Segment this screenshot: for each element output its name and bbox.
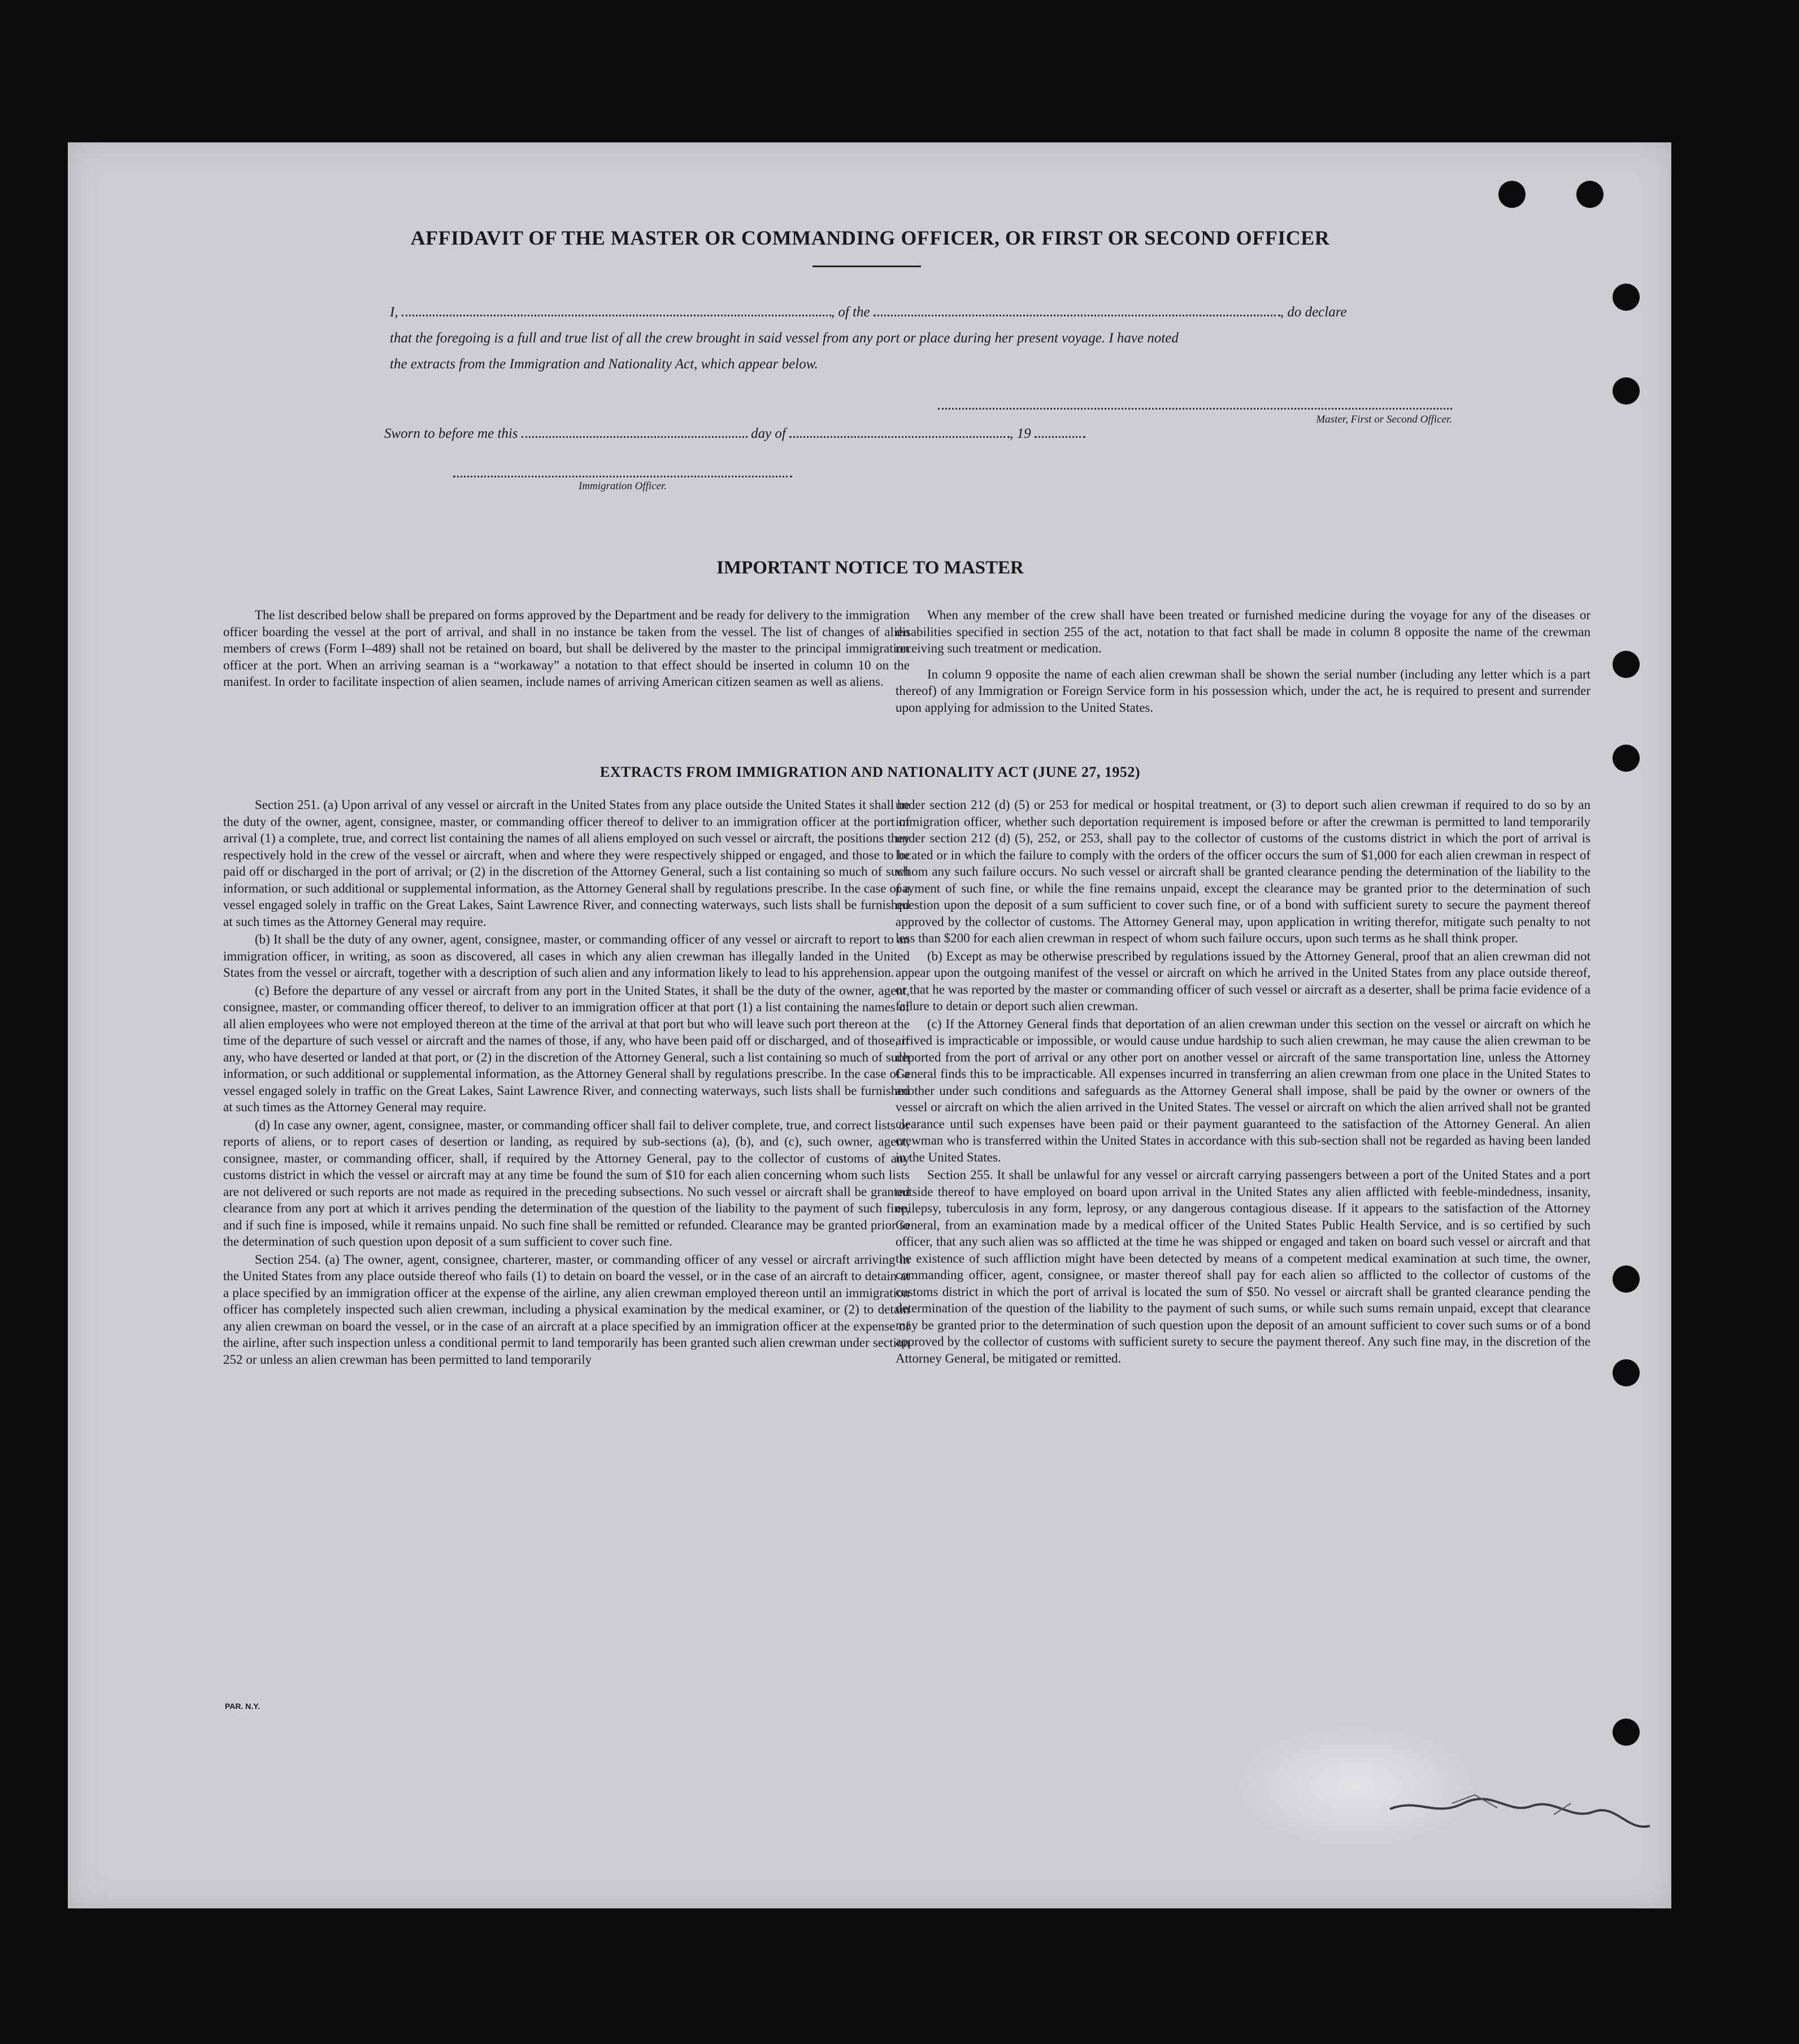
extract-paragraph: (b) It shall be the duty of any owner, agent, consignee, master, or commanding officer of any vessel or aircraft to report to an immigration officer, in writing, as soon as discovered, all cases in which any alien crewman has illegally landed in the United States from the vessel or aircraft, together with a description of such alien and any information likely to lead to his apprehension. [223,932,910,980]
notice-left-paragraph: The list described below shall be prepared on forms approved by the Department and be ready for delivery to the immigration officer boarding the vessel at the port of arrival, and shall in no instance be taken from the vessel. The list of changes of alien members of crews (Form I–489) shall not be retained on board, but shall be delivered by the master to the principal immigration officer at the port. When an arriving seaman is a “workaway” a notation to that effect should be inserted in column 10 on the manifest. In order to facilitate inspection of alien seamen, include names of arriving American citizen seamen as well as aliens. [223,608,910,689]
declaration-block [390,299,1463,377]
i-label: I, [390,305,398,320]
extract-paragraph: Section 254. (a) The owner, agent, consignee, charterer, master, or commanding officer of any vessel or aircraft arriving in the United States from any place outside thereof who fails (1) to detain on board the vessel, or in the case of an aircraft to detain at a place specified by an immigration officer at the expense of the airline, any alien crewman employed thereon until an immigration officer has completely inspected such alien crewman, including a physical examination by the medical examiner, or (2) to detain any alien crewman on board the vessel, or in the case of an aircraft at a place specified by an immigration officer at the expense of the airline, after such inspection unless a conditional permit to land temporarily has been granted such alien crewman under section 252 or unless an alien crewman has been permitted to land temporarily [223,1252,910,1367]
extract-paragraph: (b) Except as may be otherwise prescribed by regulations issued by the Attorney General, proof that an alien crewman did not appear upon the outgoing manifest of the vessel or aircraft on which he arrived in the United States from any place outside thereof, or that he was reported by the master or commanding officer of such vessel or aircraft as a deserter, shall be prima facie evidence of a failure to detain or deport such alien crewman. [896,949,1591,1013]
extract-paragraph: Section 255. It shall be unlawful for any vessel or aircraft carrying passengers between a port of the United States and a port outside thereof to have employed on board upon arrival in the United States any alien afflicted with feeble-mindedness, insanity, epilepsy, tuberculosis in any form, leprosy, or any dangerous contagious disease. If it appears to the satisfaction of the Attorney General, from an examination made by a medical officer of the United States Public Health Service, and is so certified by such officer, that any such alien was so afflicted at the time he was shipped or engaged and taken on board such vessel or aircraft and that the existence of such affliction might have been detected by means of a competent medical examination at such time, the owner, commanding officer, agent, consignee, or master thereof shall pay for each alien so afflicted to the collector of customs of the customs district in which the port of arrival is located the sum of $50. No vessel or aircraft shall be granted clearance pending the determination of the question of the liability to the payment of such sums, or while such sums remain unpaid, except that clearance may be granted prior to the determination of such question upon the deposit of an amount sufficient to cover such sums or of a bond approved by the collector of customs with sufficient surety to secure the payment thereof. Any such fine may, in the discretion of the Attorney General, be mitigated or remitted. [896,1168,1591,1365]
binder-hole [1613,284,1640,311]
binder-hole [1613,651,1640,678]
extract-paragraph: (c) Before the departure of any vessel or aircraft from any port in the United States, it shall be the duty of the owner, agent, consignee, master, or commanding officer thereof, to deliver to an immigration officer at that port (1) a list containing the names of all alien employees who were not employed thereon at the time of the arrival at that port but who will leave such port thereon at the time of the departure of such vessel or aircraft and the names of those, if any, who have been paid off or discharged, and of those, if any, who have deserted or landed at that port, or (2) in the discretion of the Attorney General, such a list containing so much of such information, or such additional or supplemental information, as the Attorney General shall by regulations prescribe. In the case of a vessel engaged solely in traffic on the Great Lakes, Saint Lawrence River, and connecting waterways, such lists shall be furnished at such times as the Attorney General may require. [223,983,910,1114]
master-signature-line[interactable] [938,408,1452,410]
notice-left-column [223,607,910,690]
affidavit-title: AFFIDAVIT OF THE MASTER OR COMMANDING OFFICER, OR FIRST OR SECOND OFFICER [410,227,1330,249]
extract-paragraph: Section 251. (a) Upon arrival of any vessel or aircraft in the United States from any place outside the United States it shall be the duty of the owner, agent, consignee, master, or commanding officer thereof to deliver to an immigration officer at the port of arrival (1) a complete, true, and correct list containing the names of all aliens employed on such vessel or aircraft, the positions they respectively hold in the crew of the vessel or aircraft, when and where they were respectively shipped or engaged, and those to be paid off or discharged in the port of arrival; or (2) in the discretion of the Attorney General, such a list containing so much of such information, or such additional or supplemental information, as the Attorney General shall by regulations prescribe. In the case of a vessel engaged solely in traffic on the Great Lakes, Saint Lawrence River, and connecting waterways, such lists shall be furnished at such times as the Attorney General may require. [223,798,910,929]
vessel-field[interactable] [874,315,1280,316]
printer-mark: PAR. N.Y. [225,1702,260,1711]
binder-hole [1613,745,1640,772]
master-signature-label: Master, First or Second Officer. [1316,414,1452,425]
notice-right-column [896,607,1591,716]
of-the-label: , of the [831,305,870,320]
binder-hole [1613,1359,1640,1386]
do-declare-label: , do declare [1280,305,1347,320]
extract-paragraph: (d) In case any owner, agent, consignee, master, or commanding officer shall fail to deliver complete, true, and correct lists or reports of aliens, or to report cases of desertion or landing, as required by sub-sections (a), (b), and (c), such owner, agent, consignee, master, or commanding officer, shall, if required by the Attorney General, pay to the collector of customs of any customs district in which the vessel or aircraft may at any time be found the sum of $10 for each alien concerning whom such lists are not delivered or such reports are not made as required in the preceding subsections. No such vessel or aircraft shall be granted clearance from any port at which it arrives pending the determination of the question of the liability to the payment of such fine, and if such fine is imposed, while it remains unpaid. No such fine shall be remitted or refunded. Clearance may be granted prior to the determination of such question upon deposit of a sum sufficient to cover such fine. [223,1117,910,1249]
sworn-year-field[interactable] [1035,436,1085,438]
notice-right-paragraph: In column 9 opposite the name of each alien crewman shall be shown the serial number (including any letter which is a part thereof) of any Immigration or Foreign Service form in his possession which, under the act, he is required to present and surrender upon applying for admission to the United States. [896,667,1591,715]
declaration-line-2: that the foregoing is a full and true list of all the crew brought in said vessel from any port or place during her present voyage. I have noted [390,330,1179,346]
notice-right-paragraph: When any member of the crew shall have been treated or furnished medicine during the voyage for any of the diseases or disabilities specified in section 255 of the act, notation to that fact shall be made in column 8 opposite the name of the crewman receiving such treatment or medication. [896,608,1591,655]
sworn-label: Sworn to before me this [384,426,518,441]
document-page [68,142,1671,1908]
immigration-officer-label: Immigration Officer. [578,480,667,492]
binder-hole [1576,181,1604,208]
extract-paragraph: (c) If the Attorney General finds that deportation of an alien crewman under this section on the vessel or aircraft on which he arrived is impracticable or impossible, or would cause undue hardship to such alien crewman, he may cause the alien crewman to be deported from the port of arrival or any other port on another vessel or aircraft of the same transportation line, unless the Attorney General finds this to be impracticable. All expenses incurred in transferring an alien crewman from one place in the United States to another under such conditions and safeguards as the Attorney General shall impose, shall be paid by the owner or owners of the vessel or aircraft on which the alien arrived in the United States. The vessel or aircraft on which the alien arrived shall not be granted clearance until such expenses have been paid or their payment guaranteed to the satisfaction of the Attorney General. An alien crewman who is transferred within the United States in accordance with this sub-section shall not be regarded as having been landed in the United States. [896,1016,1591,1164]
name-field[interactable] [402,315,831,316]
binder-hole [1613,1719,1640,1746]
sworn-month-field[interactable] [789,436,1010,438]
immigration-officer-signature-line[interactable] [453,476,792,477]
title-rule [812,266,921,267]
year-label: , 19 [1010,426,1031,441]
notice-title: IMPORTANT NOTICE TO MASTER [716,558,1024,578]
paper-tear-mark [1384,1764,1667,1877]
binder-hole [1613,1265,1640,1293]
extract-paragraph: under section 212 (d) (5) or 253 for medical or hospital treatment, or (3) to deport such alien crewman if required to do so by an immigration officer, whether such deportation requirement is imposed before or after the crewman is permitted to land temporarily under section 212 (d) (5), 252, or 253, shall pay to the collector of customs of the customs district in which the port of arrival is located or in which the failure to comply with the orders of the officer occurs the sum of $1,000 for each alien crewman in respect of whom any such failure occurs. No such vessel or aircraft shall be granted clearance pending the determination of the liability to the payment of such fine, or while the fine remains unpaid, except the clearance may be granted prior to the determination of such question upon the deposit of a sum sufficient to cover such fine, or of a bond with sufficient surety to secure the payment thereof approved by the collector of customs. The Attorney General may, upon application in writing therefor, mitigate such penalty to not less than $200 for each alien crewman in respect of whom such failure occurs, upon such terms as he shall think proper. [896,798,1591,945]
sworn-line [384,426,1232,442]
day-of-label: day of [751,426,786,441]
binder-hole [1498,181,1526,208]
extracts-title: EXTRACTS FROM IMMIGRATION AND NATIONALITY ACT (JUNE 27, 1952) [599,764,1141,780]
sworn-day-field[interactable] [522,436,748,438]
extracts-left-column [223,797,910,1369]
extracts-right-column [896,797,1591,1368]
binder-hole [1613,377,1640,405]
declaration-line-3: the extracts from the Immigration and Nationality Act, which appear below. [390,356,818,372]
